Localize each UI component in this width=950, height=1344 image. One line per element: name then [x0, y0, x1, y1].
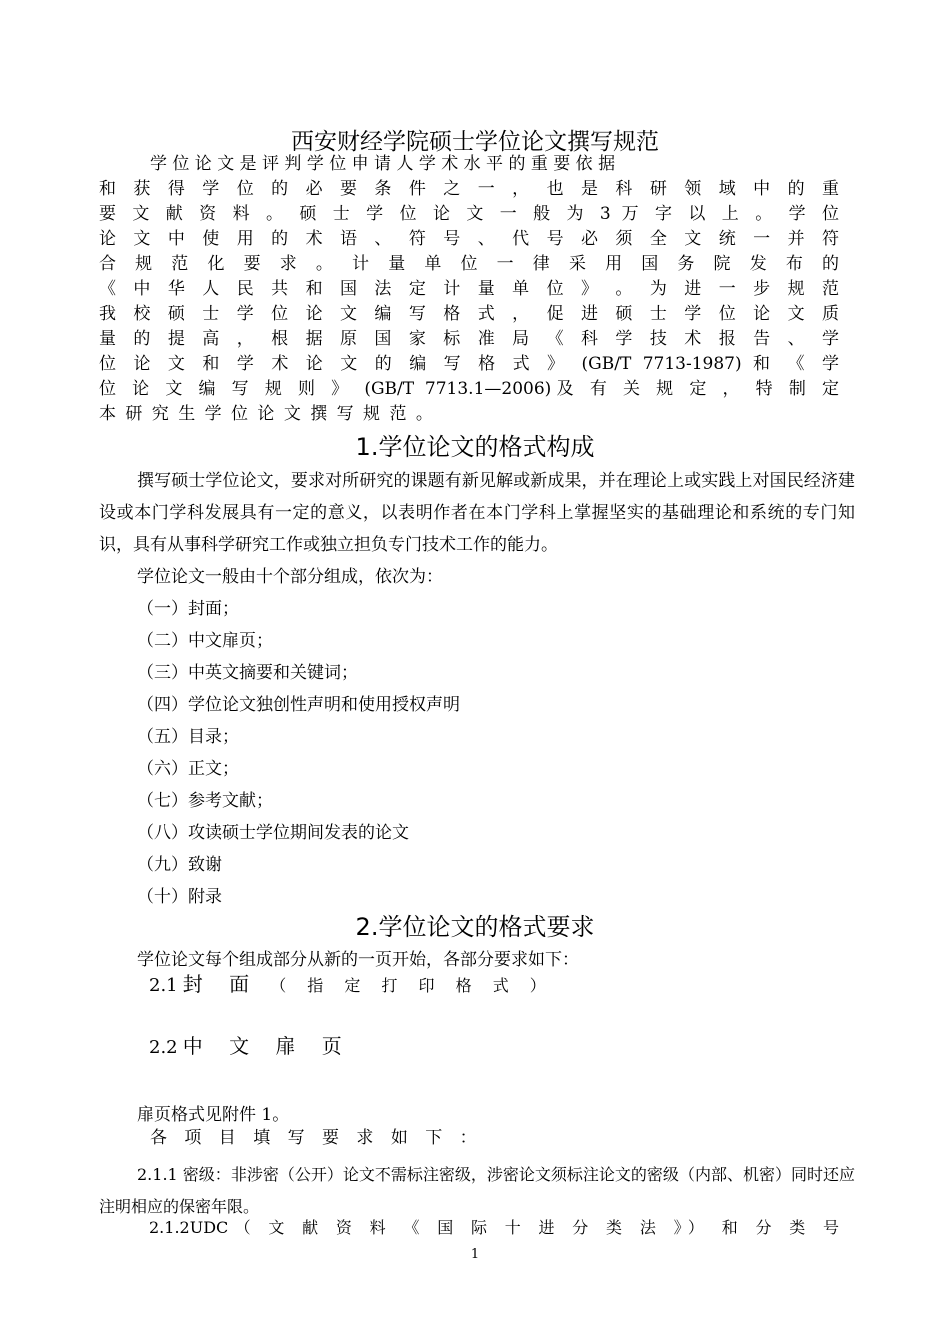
subsection-number: 2.1	[149, 975, 178, 996]
subsection-title: 封 面	[182, 972, 260, 996]
list-item: （二）中文扉页；	[137, 631, 273, 651]
page-number: 1	[470, 1247, 480, 1262]
document-title: 西安财经学院硕士学位论文撰写规范	[291, 129, 659, 155]
subsection-2-1	[149, 968, 554, 997]
section-2-intro: 学位论文每个组成部分从新的一页开始，各部分要求如下：	[137, 950, 579, 970]
intro-line: 论 文 中 使 用 的 术 语 、 符 号 、 代 号 必 须 全 文 统 一 并 符	[99, 229, 839, 249]
intro-line: 《 中 华 人 民 共 和 国 法 定 计 量 单 位 》 。 为 进 一 步 规 范	[99, 279, 839, 299]
list-intro: 学位论文一般由十个部分组成，依次为：	[137, 567, 443, 587]
list-item: （九）致谢	[137, 855, 222, 875]
section-2-heading: 2.学位论文的格式要求	[355, 913, 595, 941]
intro-line: 要 文 献 资 料 。 硕 士 学 位 论 文 一 般 为 3 万 字 以 上 。 学 位	[99, 204, 839, 224]
intro-line: 位 论 文 和 学 术 论 文 的 编 写 格 式 》 (GB/T 7713-1987) 和 《 学	[99, 354, 839, 374]
intro-line: 和 获 得 学 位 的 必 要 条 件 之 一 ， 也 是 科 研 领 域 中 的 重	[99, 179, 839, 199]
list-item: （十）附录	[137, 887, 222, 907]
list-item: （三）中英文摘要和关键词；	[137, 663, 358, 683]
item-2-1-2: 2.1.2UDC（ 文 献 资 料 《 国 际 十 进 分 类 法 》） 和 分 类 号	[149, 1218, 839, 1237]
intro-line: 本 研 究 生 学 位 论 文 撰 写 规 范 。	[99, 404, 435, 424]
subsection-title: 中 文 扉 页	[182, 1034, 352, 1058]
flyleaf-note: 扉页格式见附件 1。	[137, 1105, 290, 1125]
section-1-paragraph: 撰写硕士学位论文，要求对所研究的课题有新见解或新成果，并在理论上或实践上对国民经济建设或本门学科发展具有一定的意义，以表明作者在本门学科上掌握坚实的基础理论和系统的专门知识，具有从事科学研究工作或独立担负专门技术工作的能力。	[99, 471, 855, 555]
list-item: （一）封面；	[137, 599, 239, 619]
item-2-1-1: 2.1.1 密级：非涉密（公开）论文不需标注密级，涉密论文须标注论文的密级（内部、机密）同时还应注明相应的保密年限。	[99, 1165, 855, 1216]
list-item: （五）目录；	[137, 727, 239, 747]
list-item: （七）参考文献；	[137, 791, 273, 811]
list-item: （四）学位论文独创性声明和使用授权声明	[137, 695, 460, 715]
section-1-heading: 1.学位论文的格式构成	[355, 433, 595, 461]
intro-line: 位 论 文 编 写 规 则 》 (GB/T 7713.1—2006)及 有 关 规 定 ， 特 制 定	[99, 379, 839, 399]
subsection-note: （ 指 定 打 印 格 式 ）	[270, 976, 554, 995]
subsection-2-2	[149, 1030, 352, 1059]
list-item: （六）正文；	[137, 759, 239, 779]
intro-line: 量 的 提 高 ， 根 据 原 国 家 标 准 局 《 科 学 技 术 报 告 、 学	[99, 329, 839, 349]
intro-line: 我 校 硕 士 学 位 论 文 编 写 格 式 ， 促 进 硕 士 学 位 论 文 质	[99, 304, 839, 324]
subsection-number: 2.2	[149, 1037, 178, 1058]
intro-line: 合 规 范 化 要 求 。 计 量 单 位 一 律 采 用 国 务 院 发 布 的	[99, 254, 839, 274]
fill-requirements: 各 项 目 填 写 要 求 如 下 ：	[150, 1128, 483, 1148]
list-item: （八）攻读硕士学位期间发表的论文	[137, 823, 409, 843]
intro-line: 学 位 论 文 是 评 判 学 位 申 请 人 学 术 水 平 的 重 要 依 据	[150, 154, 616, 174]
